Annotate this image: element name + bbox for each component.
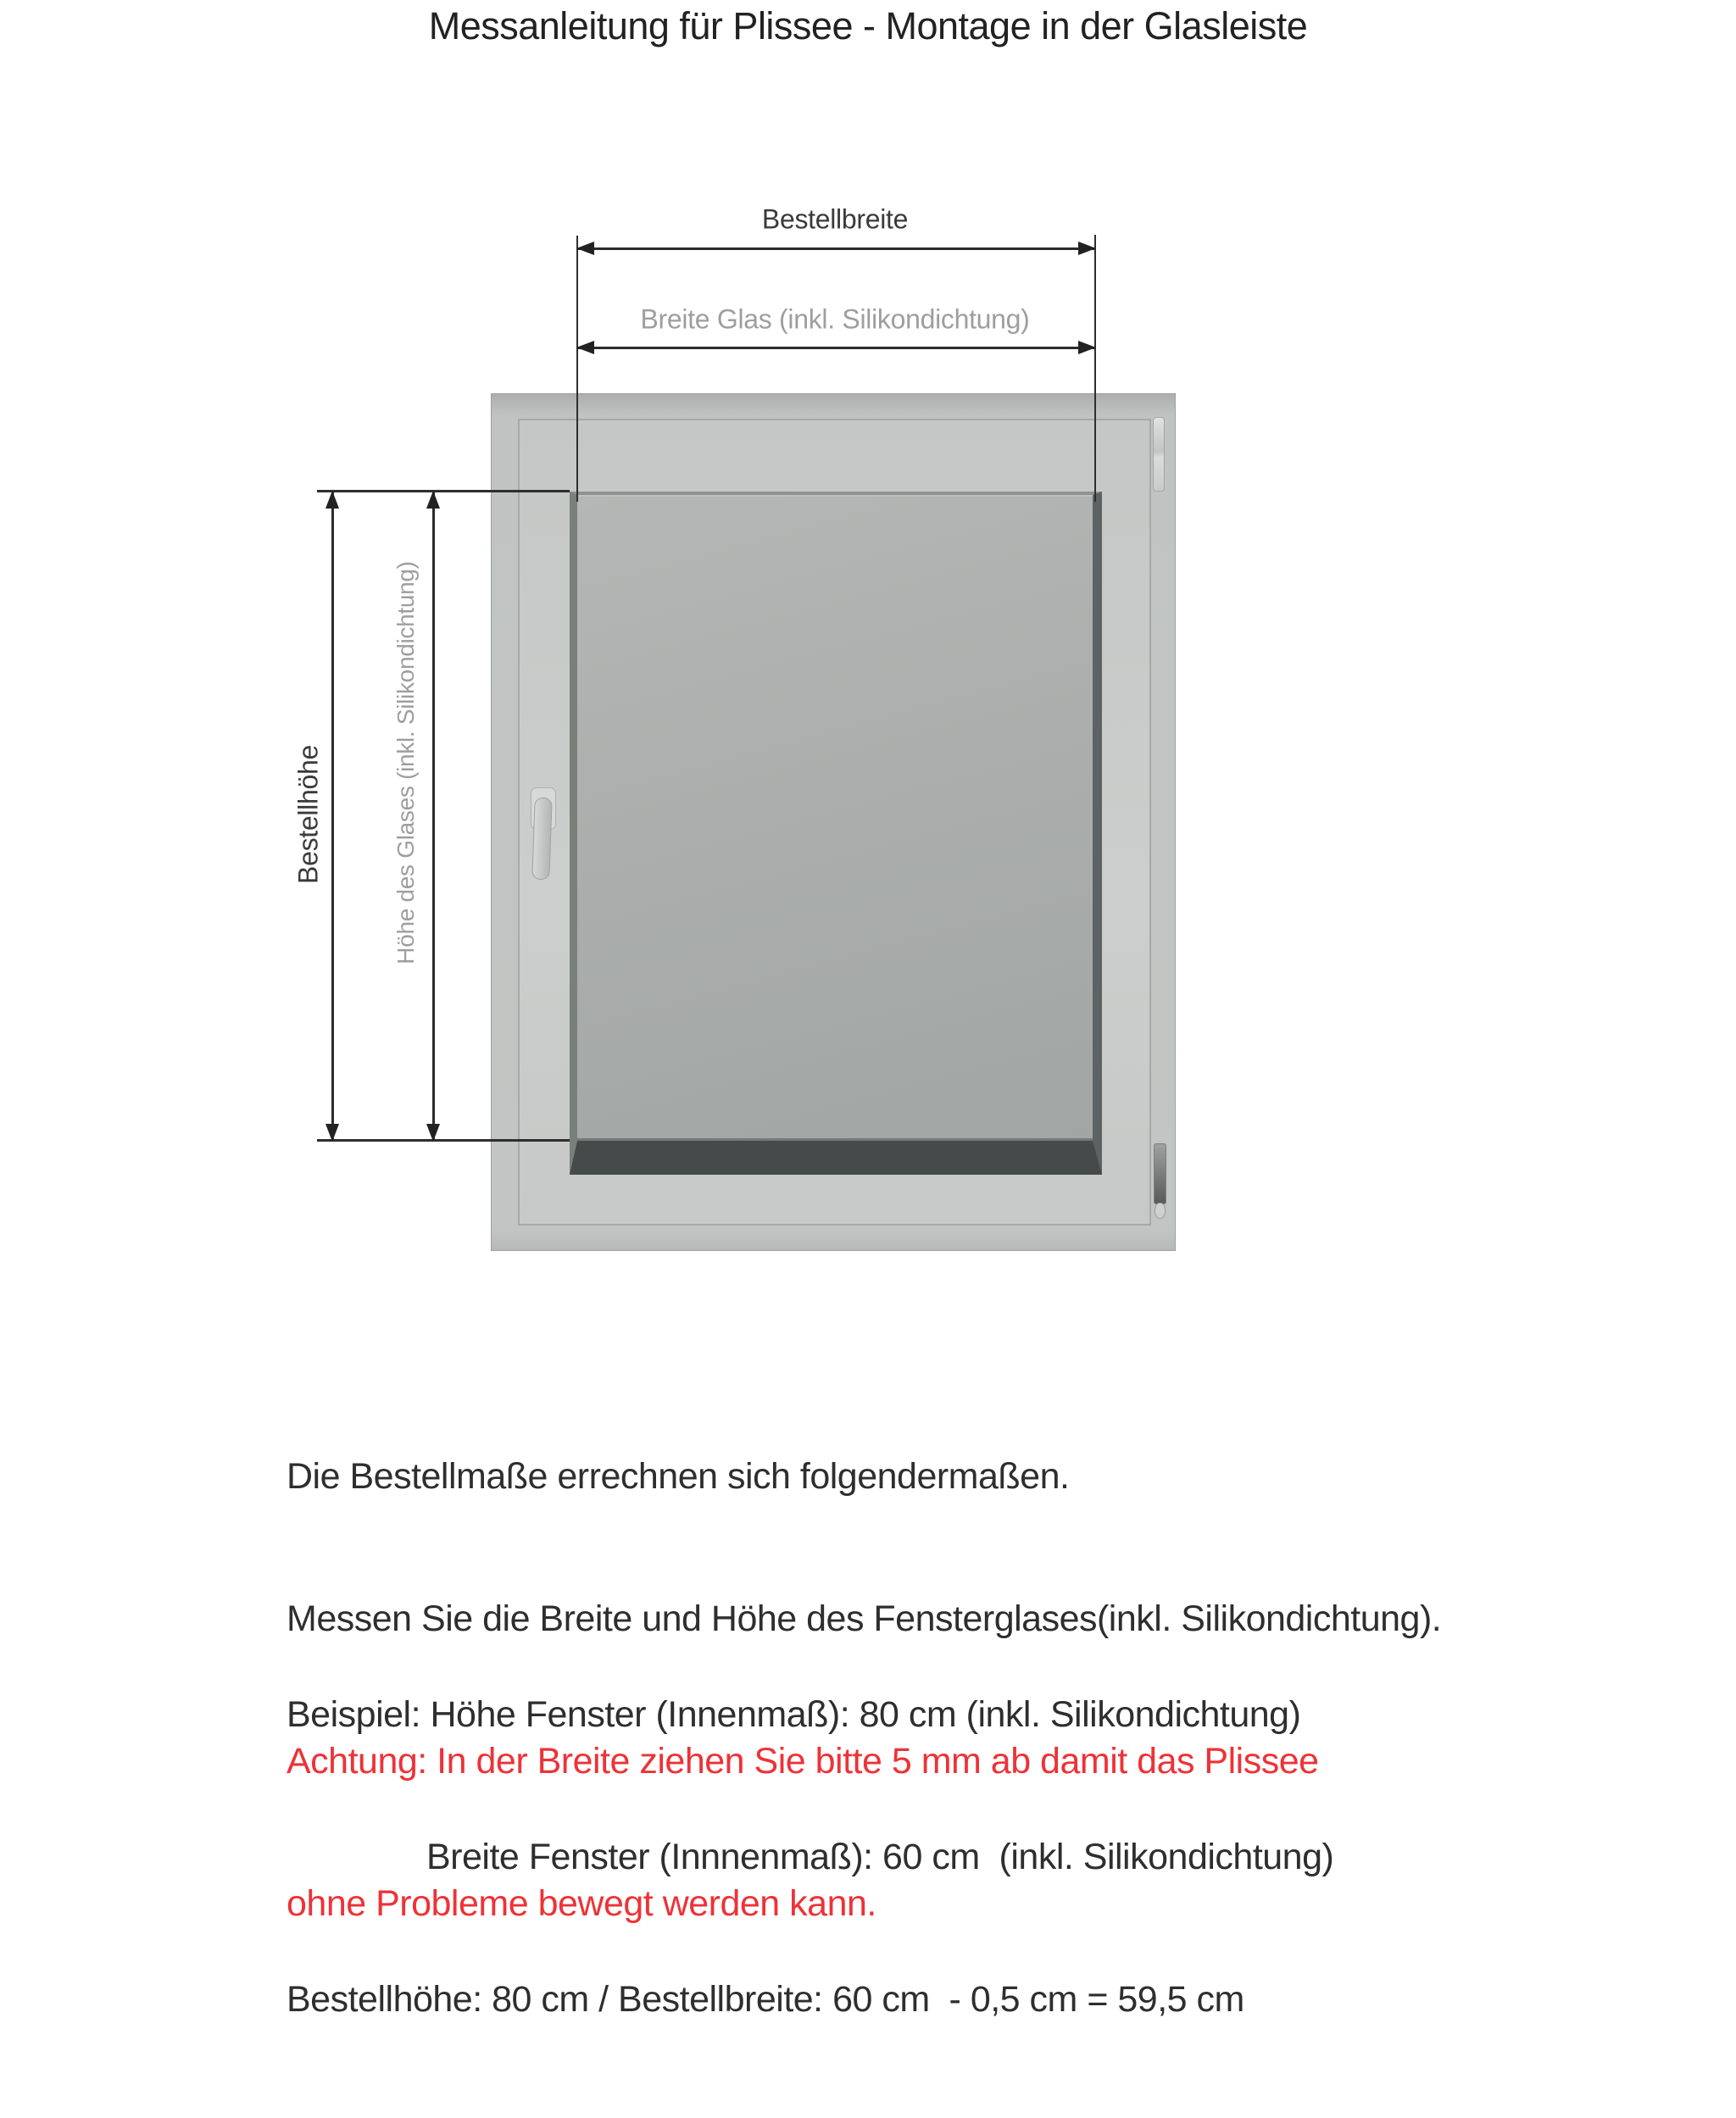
arrowhead-right-icon <box>1078 242 1096 255</box>
hinge-top-icon <box>1153 417 1165 492</box>
label-order-height: Bestellhöhe <box>292 745 324 884</box>
arrowhead-down-icon <box>426 1124 440 1142</box>
example-line: Beispiel: Höhe Fenster (Innenmaß): 80 cm (inkl. Silikondichtung) <box>287 1694 1301 1735</box>
arrowhead-down-icon <box>326 1124 339 1142</box>
arrowhead-up-icon <box>326 491 339 509</box>
example-line: Bestellhöhe: 80 cm / Bestellbreite: 60 cm - 0,5 cm = 59,5 cm <box>287 1979 1244 2020</box>
example-line: Breite Fenster (Innnenmaß): 60 cm (inkl. Silikondichtung) <box>426 1837 1334 1877</box>
instruction-line: Die Bestellmaße errechnen sich folgendermaßen. <box>287 1456 1070 1497</box>
extension-line-left <box>576 236 578 502</box>
warning-line: Achtung: In der Breite ziehen Sie bitte 5 mm ab damit das Plissee <box>287 1741 1319 1782</box>
arrowhead-up-icon <box>426 491 440 509</box>
label-glass-height: Höhe des Glases (inkl. Silikondichtung) <box>392 561 419 964</box>
example-text <box>287 1596 1333 2118</box>
extension-line-right <box>1094 235 1096 502</box>
label-glass-width: Breite Glas (inkl. Silikondichtung) <box>640 303 1030 335</box>
hinge-bottom-icon <box>1154 1143 1166 1204</box>
page-title: Messanleitung für Plissee - Montage in der Glasleiste <box>428 4 1308 47</box>
dimension-line-glass-width <box>578 347 1094 349</box>
hinge-bottom-knob-icon <box>1155 1203 1166 1219</box>
arrowhead-left-icon <box>576 242 594 255</box>
dimension-line-glass-height <box>432 492 435 1140</box>
extension-line-top <box>317 490 570 492</box>
arrowhead-right-icon <box>1078 341 1096 354</box>
extension-line-bottom <box>317 1139 570 1142</box>
dimension-line-order-height <box>331 492 334 1140</box>
arrowhead-left-icon <box>576 341 594 354</box>
window-handle-icon <box>531 798 552 881</box>
instruction-line: Messen Sie die Breite und Höhe des Fensterglases(inkl. Silikondichtung). <box>287 1598 1442 1639</box>
label-order-width: Bestellbreite <box>761 203 909 235</box>
dimension-line-order-width <box>578 247 1094 250</box>
warning-line: ohne Probleme bewegt werden kann. <box>287 1883 876 1924</box>
window-glass-with-bead <box>570 492 1102 1175</box>
